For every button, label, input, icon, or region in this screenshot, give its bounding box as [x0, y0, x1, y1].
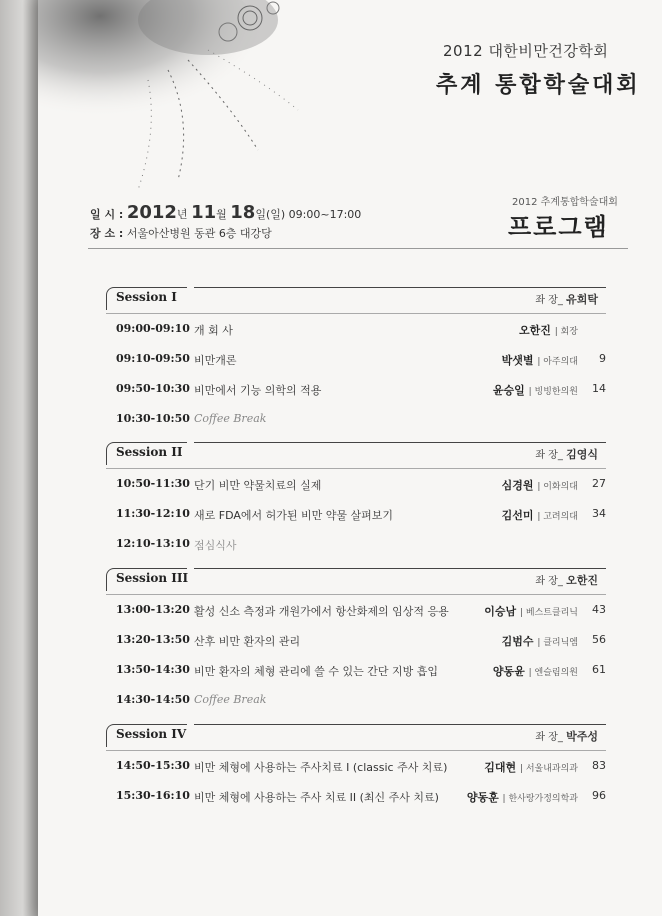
session-time: 09:00-09:10 — [116, 322, 190, 335]
speaker — [519, 322, 578, 338]
schedule-row — [106, 789, 606, 807]
session-time: 11:30-12:10 — [116, 507, 190, 520]
date-line — [90, 202, 361, 223]
chair-prefix: 좌 장_ — [535, 450, 563, 461]
speaker-affiliation: | 서울내과의과 — [519, 764, 578, 774]
talk-title: 새로 FDA에서 허가된 비만 약물 살펴보기 — [194, 509, 394, 522]
place-value: 서울아산병원 동관 6층 대강당 — [126, 227, 272, 240]
talk-title: 비만 체형에 사용하는 주사치료 I (classic 주사 치료) — [194, 761, 448, 774]
session-header — [106, 442, 606, 466]
session-time: 12:10-13:10 — [116, 537, 190, 550]
session-label: Session III — [116, 571, 189, 585]
page-number: 96 — [592, 789, 606, 802]
session-time: 13:20-13:50 — [116, 633, 190, 646]
speaker-affiliation: | 베스트클리닉 — [519, 608, 578, 618]
session-header — [106, 568, 606, 592]
page-number: 34 — [592, 507, 606, 520]
speaker — [502, 633, 578, 649]
speaker-name: 이승남 — [484, 605, 517, 618]
date-year-unit: 년 — [176, 208, 188, 221]
speaker-affiliation: | 한사랑가정의학과 — [502, 794, 578, 804]
session-label: Session IV — [116, 727, 187, 741]
schedule-row — [106, 537, 606, 555]
talk-title: 점심식사 — [194, 539, 237, 552]
place-line — [90, 225, 272, 241]
talk-title: Coffee Break — [194, 693, 267, 706]
date-label: 일 시 : — [90, 208, 124, 221]
speaker-affiliation: | 빙빙한의원 — [528, 387, 578, 397]
page-number: 83 — [592, 759, 606, 772]
chair-name: 박주성 — [566, 730, 598, 743]
talk-title: 비만개론 — [194, 354, 237, 367]
talk-title: 단기 비만 약물치료의 실제 — [194, 479, 322, 492]
speaker-affiliation: | 클리닉엠 — [537, 638, 578, 648]
speaker-name: 박샛별 — [501, 354, 534, 367]
speaker — [502, 507, 578, 523]
session-separator — [106, 750, 606, 751]
page-number: 9 — [599, 352, 606, 365]
speaker-affiliation: | 회장 — [554, 327, 578, 337]
page-number: 56 — [592, 633, 606, 646]
divider — [88, 248, 628, 249]
speaker-name: 김선미 — [501, 509, 534, 522]
speaker-name: 심경원 — [501, 479, 534, 492]
place-label: 장 소 : — [90, 227, 124, 240]
speaker-name: 양동윤 — [492, 665, 525, 678]
chair-name: 유희탁 — [566, 293, 598, 306]
schedule-row — [106, 633, 606, 651]
session-time: 15:30-16:10 — [116, 789, 190, 802]
date-year: 2012 — [126, 202, 177, 223]
schedule-row — [106, 759, 606, 777]
program-subtitle: 2012 추계통합학술대회 — [512, 197, 618, 208]
session-rule — [194, 287, 606, 288]
session-chair — [535, 572, 598, 588]
speaker-affiliation: | 이화의대 — [537, 482, 578, 492]
talk-title: 비만에서 기능 의학의 적용 — [194, 384, 322, 397]
speaker — [484, 603, 578, 619]
session-chair — [535, 446, 598, 462]
session-time: 13:50-14:30 — [116, 663, 190, 676]
speaker-affiliation: | 고려의대 — [537, 512, 578, 522]
session-time: 10:30-10:50 — [116, 412, 190, 425]
speaker-name: 오한진 — [518, 324, 551, 337]
session-header — [106, 724, 606, 748]
talk-title: 산후 비만 환자의 관리 — [194, 635, 301, 648]
speaker-name: 김대현 — [484, 761, 517, 774]
speaker-affiliation: | 엔슬림의원 — [528, 668, 578, 678]
program-page — [38, 0, 662, 916]
session-time: 09:10-09:50 — [116, 352, 190, 365]
session-time: 10:50-11:30 — [116, 477, 190, 490]
session-time: 14:50-15:30 — [116, 759, 190, 772]
schedule-row — [106, 507, 606, 525]
chair-name: 김영식 — [566, 448, 598, 461]
session-separator — [106, 468, 606, 469]
schedule-row — [106, 663, 606, 681]
speaker-affiliation: | 아주의대 — [537, 357, 578, 367]
date-rest: 일(일) 09:00~17:00 — [255, 208, 362, 221]
session-time: 09:50-10:30 — [116, 382, 190, 395]
chair-prefix: 좌 장_ — [535, 576, 563, 587]
talk-title: Coffee Break — [194, 412, 267, 425]
speaker — [484, 759, 578, 775]
page-number: 14 — [592, 382, 606, 395]
date-month: 11 — [191, 202, 217, 223]
chair-name: 오한진 — [566, 574, 598, 587]
session-separator — [106, 313, 606, 314]
session-chair — [535, 291, 598, 307]
session-rule — [194, 442, 606, 443]
schedule-row — [106, 322, 606, 340]
session-header — [106, 287, 606, 311]
organization-name: 2012 대한비만건강학회 — [443, 42, 609, 60]
speaker-name: 윤승일 — [492, 384, 525, 397]
schedule-row — [106, 603, 606, 621]
talk-title: 활성 신소 측정과 개원가에서 항산화제의 임상적 응용 — [194, 605, 449, 618]
chair-prefix: 좌 장_ — [535, 732, 563, 743]
speaker — [493, 663, 578, 679]
speaker-name: 양동훈 — [466, 791, 499, 804]
date-month-unit: 월 — [216, 208, 227, 221]
schedule-row — [106, 693, 606, 711]
speaker-name: 김범수 — [501, 635, 534, 648]
session-time: 14:30-14:50 — [116, 693, 190, 706]
schedule-row — [106, 352, 606, 370]
chair-prefix: 좌 장_ — [535, 295, 563, 306]
session-label: Session I — [116, 290, 177, 304]
session-rule — [194, 724, 606, 725]
session-separator — [106, 594, 606, 595]
schedule-row — [106, 382, 606, 400]
session-chair — [535, 728, 598, 744]
page-number: 61 — [592, 663, 606, 676]
session-label: Session II — [116, 445, 183, 459]
talk-title: 비만 환자의 체형 관리에 쓸 수 있는 간단 지방 흡입 — [194, 665, 438, 678]
ink-wash-decoration — [38, 0, 318, 200]
speaker — [493, 382, 578, 398]
date-day: 18 — [230, 202, 256, 223]
conference-title: 추계 통합학술대회 — [436, 73, 641, 98]
page-number: 43 — [592, 603, 606, 616]
talk-title: 개 회 사 — [194, 324, 233, 337]
speaker — [467, 789, 578, 805]
book-spine-shadow — [0, 0, 38, 916]
speaker — [502, 477, 578, 493]
session-time: 13:00-13:20 — [116, 603, 190, 616]
page-number: 27 — [592, 477, 606, 490]
schedule-row — [106, 412, 606, 430]
schedule-row — [106, 477, 606, 495]
talk-title: 비만 체형에 사용하는 주사 치료 II (최신 주사 치료) — [194, 791, 439, 804]
program-title: 프로그램 — [508, 213, 609, 241]
speaker — [502, 352, 578, 368]
session-rule — [194, 568, 606, 569]
